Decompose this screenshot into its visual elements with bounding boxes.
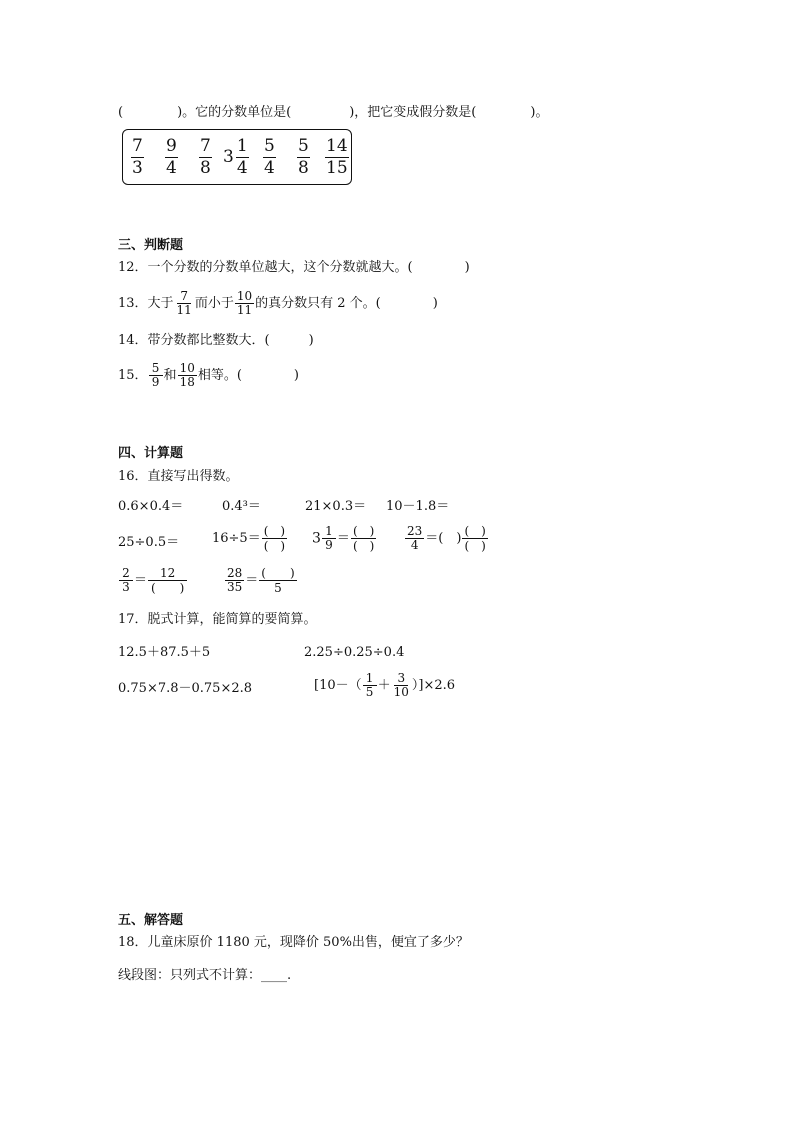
- question-18-line-diagram: 线段图：只列式不计算：____.: [118, 968, 292, 983]
- question-16: 16．直接写出得数。: [118, 469, 239, 484]
- calc-1-3: 21×0.3＝: [305, 499, 367, 514]
- top-line-text-1: )。它的分数单位是(: [177, 105, 292, 120]
- box-fraction-1: $\frac{7}{3}$: [132, 136, 143, 178]
- calc-2-3: 3 $\frac{1}{9}$ ＝ $\frac{( )}{( )}$: [312, 524, 375, 553]
- calc-3-1: $\frac{2}{3}$ ＝ $\frac{12}{( )}$: [118, 566, 188, 595]
- calc-2-2: 16÷5＝ $\frac{( )}{( )}$: [212, 524, 286, 553]
- box-mixed-number: 3 $\frac{1}{4}$: [223, 136, 248, 178]
- calc-2-1: 25÷0.5＝: [118, 535, 180, 550]
- top-line-text-2: )，把它变成假分数是(: [349, 105, 477, 120]
- question-14: 14．带分数都比整数大．( ): [118, 333, 314, 348]
- question-17: 17．脱式计算，能简算的要简算。: [118, 612, 317, 627]
- calc-3-2: $\frac{28}{35}$ ＝ $\frac{( )}{5}$: [227, 566, 295, 595]
- top-line: [118, 104, 548, 122]
- question-12: 12．一个分数的分数单位越大，这个分数就越大。( ): [118, 260, 470, 275]
- calc-1-2: 0.4³＝: [222, 499, 261, 514]
- box-fraction-7: $\frac{14}{15}$: [326, 136, 348, 178]
- box-fraction-2: $\frac{9}{4}$: [166, 136, 177, 178]
- calc-2-4: $\frac{23}{4}$ ＝( ) $\frac{( )}{( )}$: [407, 524, 486, 553]
- section-3-heading: 三、判断题: [118, 238, 184, 253]
- box-fraction-3: $\frac{7}{8}$: [200, 136, 211, 178]
- question-18: 18．儿童床原价 1180 元，现降价 50%出售，便宜了多少？: [118, 935, 469, 950]
- calc-1-4: 10－1.8＝: [386, 499, 450, 514]
- section-4-heading: 四、计算题: [118, 446, 184, 461]
- expression-1: 12.5＋87.5＋5: [118, 645, 211, 660]
- question-15: 15． $\frac{5}{9}$ 和 $\frac{10}{18}$ 相等。( ): [118, 361, 299, 389]
- calc-1-1: 0.6×0.4＝: [118, 499, 184, 514]
- expression-2: 2.25÷0.25÷0.4: [304, 645, 405, 660]
- question-13: 13．大于 $\frac{7}{11}$ 而小于 $\frac{10}{11}$ 的真分数只有 2 个。( ): [118, 289, 438, 317]
- top-line-open-paren: (: [118, 105, 124, 120]
- section-5-heading: 五、解答题: [118, 913, 184, 928]
- fraction-box: [122, 129, 352, 185]
- box-fraction-5: $\frac{5}{4}$: [264, 136, 275, 178]
- box-fraction-6: $\frac{5}{8}$: [298, 136, 309, 178]
- expression-4: [10－（ $\frac{1}{5}$ ＋ $\frac{3}{10}$ ）]×2.6: [314, 671, 456, 699]
- expression-3: 0.75×7.8－0.75×2.8: [118, 681, 253, 696]
- top-line-text-3: )。: [530, 105, 549, 120]
